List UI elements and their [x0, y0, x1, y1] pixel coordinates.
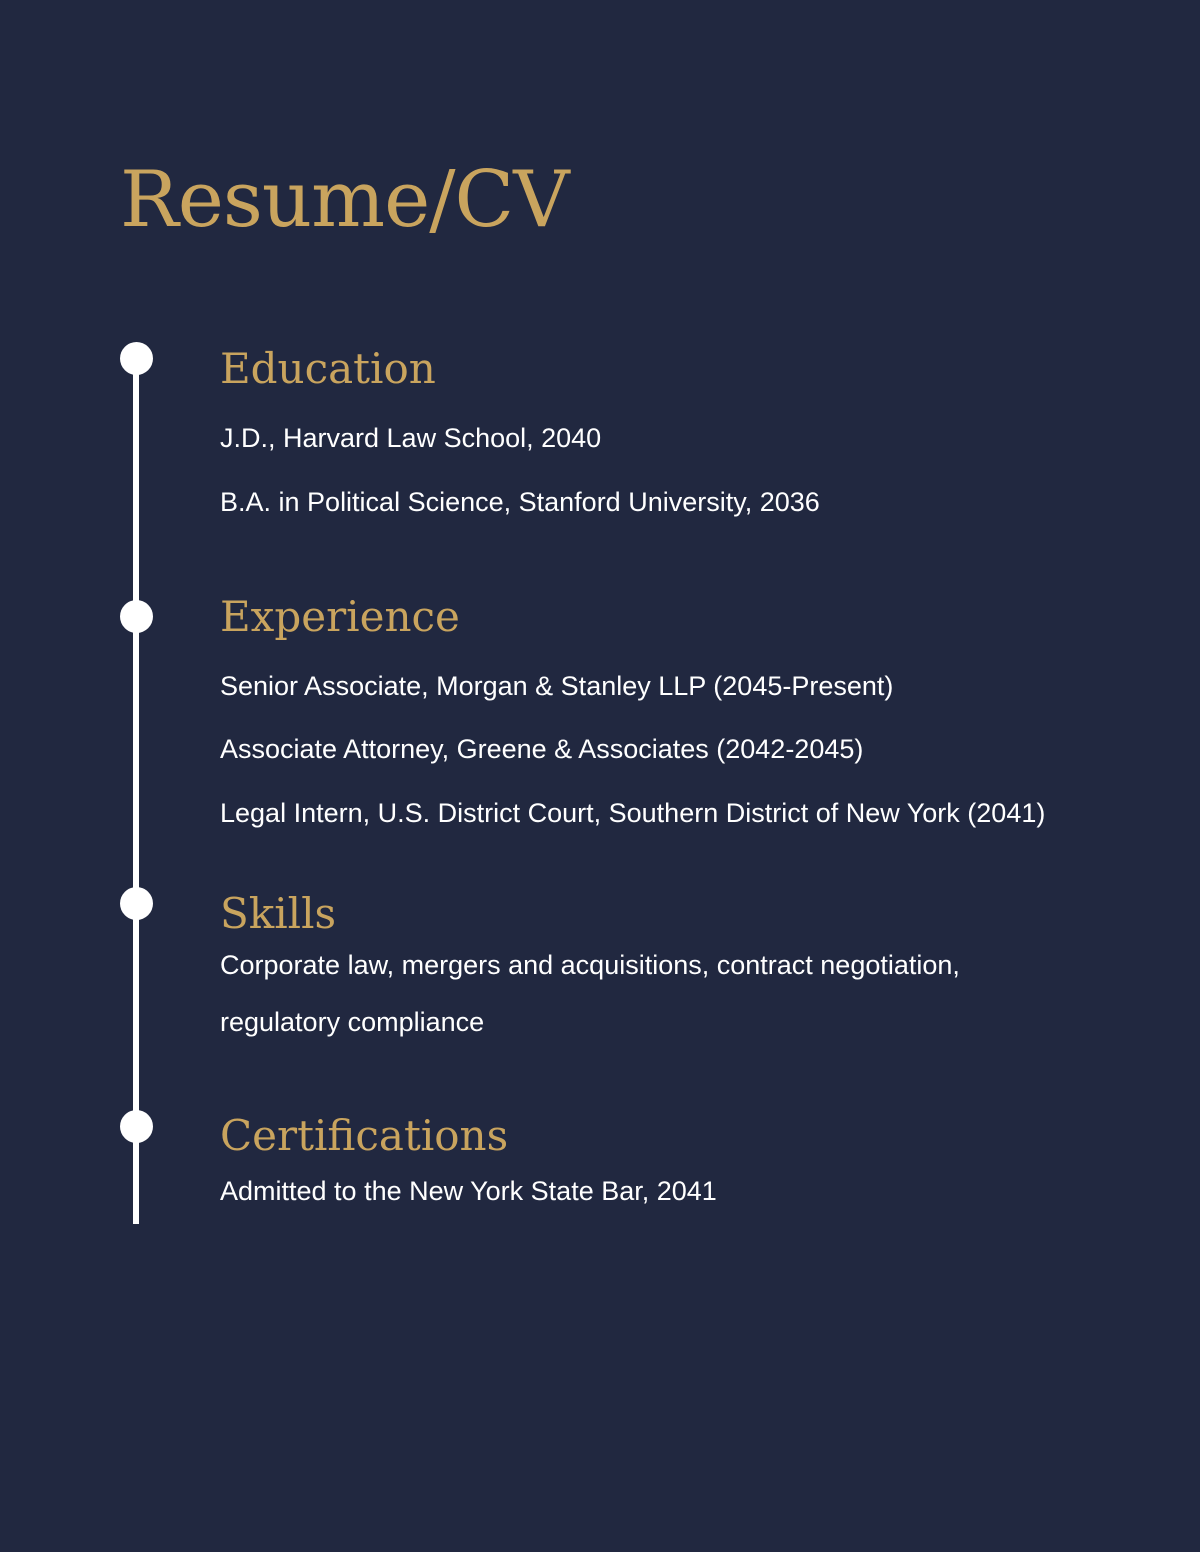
experience-item: Associate Attorney, Greene & Associates (2042-2045)	[220, 734, 864, 764]
education-item: J.D., Harvard Law School, 2040	[220, 423, 602, 453]
section-heading-certifications: Certifications	[220, 1111, 509, 1160]
experience-item: Legal Intern, U.S. District Court, Southern District of New York (2041)	[220, 798, 1046, 828]
timeline-dot-skills	[120, 887, 153, 920]
section-heading-experience: Experience	[220, 592, 460, 641]
section-heading-education: Education	[220, 344, 436, 393]
timeline-dot-certifications	[120, 1110, 153, 1143]
timeline-dot-education	[120, 342, 153, 375]
experience-item: Senior Associate, Morgan & Stanley LLP (2045-Present)	[220, 671, 894, 701]
education-item: B.A. in Political Science, Stanford University, 2036	[220, 487, 820, 517]
timeline-line	[133, 358, 139, 1224]
skills-item: Corporate law, mergers and acquisitions, contract negotiation,	[220, 950, 960, 980]
certifications-item: Admitted to the New York State Bar, 2041	[220, 1176, 717, 1206]
skills-item: regulatory compliance	[220, 1007, 485, 1037]
timeline-dot-experience	[120, 600, 153, 633]
page-title: Resume/CV	[120, 155, 569, 245]
section-heading-skills: Skills	[220, 889, 337, 938]
